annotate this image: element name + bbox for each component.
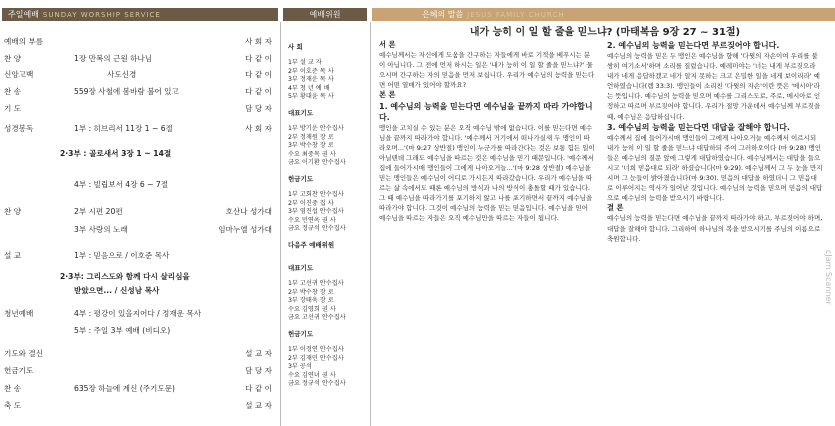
sermon-paragraph: 맹인을 고치실 수 있는 분은 오직 예수님 밖에 없습니다. 이를 믿는다면 예수님을 끝까지 따라가야 합니다. '예수께서 거기에서 떠나가실새 두 맹인이 따라오며...'(마 9:27 상반절) 맹인이 누군가를 따라간다는 것은 보통 힘든 일이 아닐텐데 그래도 예수님을 따르는 것은 예수님을 믿기 때문입니다. '예수께서 집에 들어가시매 맹인들이 그에게 나아오거늘...'(마 9:28 상반절) 예수님을 믿는 맹인들은 예수님이 어디로 가시든지 따라갔습니다. 우리가 예수님을 따르는 삶 속에서도 때론 예수님의 방식과 나의 방식이 충돌할 때가 있습니다. 그 때 예수님을 따라가기를 포기하지 않고 나를 포기하면서 끝까지 예수님을 따라가야 합니다. 그것이 예수님의 능력을 믿는 믿음입니다. 예수님을 믿어 예수님을 따르는 자들은 오직 예수님만을 따르는 자들이 됩니다. (379, 123, 595, 223)
sermon-paragraph: 예수님의 능력을 믿은 두 맹인은 예수님을 향해 '다윗의 자손이여 우리를 불쌍히 여기소서'하며 소리를 질렀습니다. 예레미야는 '너는 내게 부르짖으라 내가 네게 응답하겠고 네가 알지 못하는 크고 은밀한 일을 네게 보이리라' 예언하였습니다(렘 33:3). 맹인들이 소리친 '다윗의 자손'이란 뜻은 '메시아'라는 뜻입니다. 예수님의 능력을 믿으며 예수를 그리스도로, 주로, 메시아로 인정하고 따르며 부르짖어야 합니다. 우리가 절망 가운데서 예수님께 부르짖을 때, 예수님은 응답하십니다. (607, 52, 821, 121)
order-value: 2·3부 : 골로새서 3장 1 ~ 14절 (60, 149, 172, 158)
committee-heading: 헌금기도 (288, 330, 314, 338)
order-label: 찬 송 (4, 384, 22, 393)
order-label: 찬 송 (4, 87, 22, 96)
point-heading: 2. 예수님의 능력을 믿는다면 부르짖어야 합니다. (607, 41, 780, 50)
order-right: 담 당 자 (245, 366, 272, 375)
committee-member: 3부 염진섭 안수집사 (288, 208, 344, 216)
order-right: 임마누엘 성가대 (218, 225, 272, 234)
order-value: 3부 사랑의 노래 (74, 225, 128, 234)
sermon-paragraph: 예수님께서는 자신에게 도움을 간구하는 자들에게 바로 기적을 베푸시는 분이 아닙니다. 그 전에 먼저 하시는 일은 '내가 능히 이 일 할 줄을 믿느냐?' 물으시며 간구하는 자의 믿음을 먼저 보십니다. 우리가 예수님의 능력을 믿는다면 어떤 열매가 있어야 할까요? (379, 51, 595, 90)
order-right: 다 같 이 (245, 87, 272, 96)
order-label: 헌금기도 (4, 366, 34, 375)
order-right: 설 교 자 (245, 401, 272, 410)
section-heading: 서 론 (379, 40, 396, 49)
order-label: 찬 양 (4, 54, 22, 63)
committee-member: 금요 이기환 안수집사 (288, 159, 346, 167)
order-right: 다 같 이 (245, 70, 272, 79)
order-value: 635장 하늘에 계신 (주기도문) (74, 384, 176, 393)
order-right: 다 같 이 (245, 54, 272, 63)
section-heading: 본 론 (379, 90, 396, 100)
committee-member: 4부 청 년 예 배 (288, 84, 330, 92)
committee-member: 수요 김영희 권 사 (288, 305, 336, 313)
point-heading: 3. 예수님의 능력을 믿는다면 대답을 잘해야 합니다. (607, 122, 790, 132)
committee-member: 금요 정규석 안수집사 (288, 225, 346, 233)
committee-header: 예배위원 (283, 8, 367, 21)
committee-heading: 헌금기도 (288, 175, 314, 183)
order-label: 청년예배 (4, 309, 34, 318)
committee-member: 1부 이정연 안수집사 (288, 346, 344, 353)
order-right: 사 회 자 (245, 124, 272, 133)
committee-member: 수요 최중목 권 사 (288, 150, 336, 158)
committee-member: 수요 민연옥 권 사 (288, 216, 336, 224)
committee-member: 3부 박수창 장 로 (288, 142, 334, 150)
order-label: 설 교 (4, 251, 22, 260)
divider (280, 22, 281, 426)
order-label: 축 도 (4, 401, 22, 410)
order-right: 설 교 자 (245, 349, 272, 358)
order-value: 받았으면... / 신성남 목사 (74, 286, 160, 295)
committee-member: 1부 고선귀 안수집사 (288, 280, 344, 287)
committee-member: 1부 방기운 안수집사 (288, 125, 344, 132)
sermon-column-1 (379, 40, 595, 224)
committee-member: 수요 김연녀 권 사 (288, 371, 336, 379)
committee-member: 5부 황대윤 목 사 (288, 93, 334, 101)
order-value: 5부 : 주일 3부 예배 (비디오) (74, 326, 171, 335)
order-value: 559장 사철에 봄바람 불어 있고 (74, 87, 179, 96)
order-label: 찬 양 (4, 207, 22, 216)
committee-member: 2부 이진중 집 사 (288, 199, 334, 207)
order-label: 성경봉독 (4, 124, 34, 133)
order-value: 2·3부: 그리스도와 함께 다시 살리심을 (60, 272, 190, 281)
order-label: 기도와 결신 (4, 349, 44, 358)
committee-heading: 사 회 (288, 43, 303, 51)
committee-member: 3부 정재운 목 사 (288, 76, 334, 84)
order-value: 1부 : 히브리서 11장 1 ~ 6절 (74, 124, 173, 133)
order-label: 신앙고백 (4, 70, 34, 79)
committee-member: 2부 박수창 장 로 (288, 288, 334, 296)
worship-order-header: 주일예배 SUNDAY WORSHIP SERVICE (2, 8, 278, 21)
order-value: 4부 : 평강이 있을지어다 / 정재운 목사 (74, 309, 202, 318)
sermon-column-2 (607, 40, 823, 244)
order-right: 사 회 자 (245, 37, 272, 46)
committee-member: 1부 설 교 자 (288, 59, 322, 66)
order-value: 4부 : 빌립보서 4장 6 ~ 7절 (74, 180, 169, 189)
sermon-paragraph: 예수께서 집에 들어가시매 맹인들이 그에게 나아오거늘 예수께서 이르시되 내가 능히 이 일 할 줄을 믿느냐 대답하되 주여 그러하오이다 (마 9:28) 맹인들은 예수님의 질문 앞에 그렇게 대답하였습니다. 예수님께서는 대답을 들으시고 '너희 믿음대로 되라' 하셨습니다(마 9:29). 예수님께서 그 두 눈을 만지시며 그 눈들이 밝아졌습니다(마 9:30). 믿음의 대답을 하였더니 그 믿음대로 이루어지는 역사가 일어난 것입니다. 예수님의 능력을 믿으며 믿음의 대답으로 예수님의 능력을 받으시기 바랍니다. (607, 133, 823, 203)
scanner-watermark: cJam Scanner (824, 250, 833, 305)
order-value: 1장 만복의 근원 하나님 (74, 54, 153, 63)
committee-member: 2부 정재원 장 로 (288, 133, 334, 141)
order-label: 예배의 부름 (4, 37, 44, 46)
sermon-header: 은혜의 말씀 JESUS FAMILY CHURCH (372, 8, 835, 21)
committee-heading: 다음주 예배위원 (288, 241, 335, 249)
committee-member: 2부 김재민 안수집사 (288, 354, 344, 362)
committee-heading: 대표기도 (288, 264, 314, 272)
committee-member: 3부 장태욱 장 로 (288, 297, 334, 305)
order-value: 2부 시편 20편 (74, 207, 123, 216)
order-value: 1부 : 믿음으로 / 이호준 목사 (74, 251, 170, 260)
committee-member: 3부 공석 (288, 363, 312, 371)
committee-member: 금요 고선귀 안수집사 (288, 314, 346, 322)
order-right: 다 같 이 (245, 384, 272, 393)
order-right: 담 당 자 (245, 104, 272, 113)
sermon-title: 내가 능히 이 일 할 줄을 믿느냐? (마태복음 9장 27 ~ 31절) (469, 27, 741, 38)
order-right: 호산나 성가대 (225, 207, 272, 216)
section-heading: 결 론 (607, 203, 624, 213)
order-value: 사도신경 (107, 70, 137, 79)
committee-member: 금요 정규석 안수집사 (288, 380, 346, 388)
divider (370, 22, 371, 426)
order-label: 기 도 (4, 104, 22, 113)
committee-heading: 대표기도 (288, 109, 314, 117)
committee-member: 1부 고회찬 안수집사 (288, 191, 344, 198)
sermon-paragraph: 예수님의 능력을 믿는다면 예수님을 끝까지 따라가야 하고, 부르짖어야 하며, 대답을 잘해야 합니다. 그리하여 하나님의 복을 받으시기를 주님의 이름으로 축원합니다. (607, 214, 823, 243)
point-heading: 1. 예수님의 능력을 믿는다면 예수님을 끝까지 따라 가야합니다. (379, 101, 593, 122)
committee-member: 2부 이호준 목 사 (288, 67, 334, 75)
